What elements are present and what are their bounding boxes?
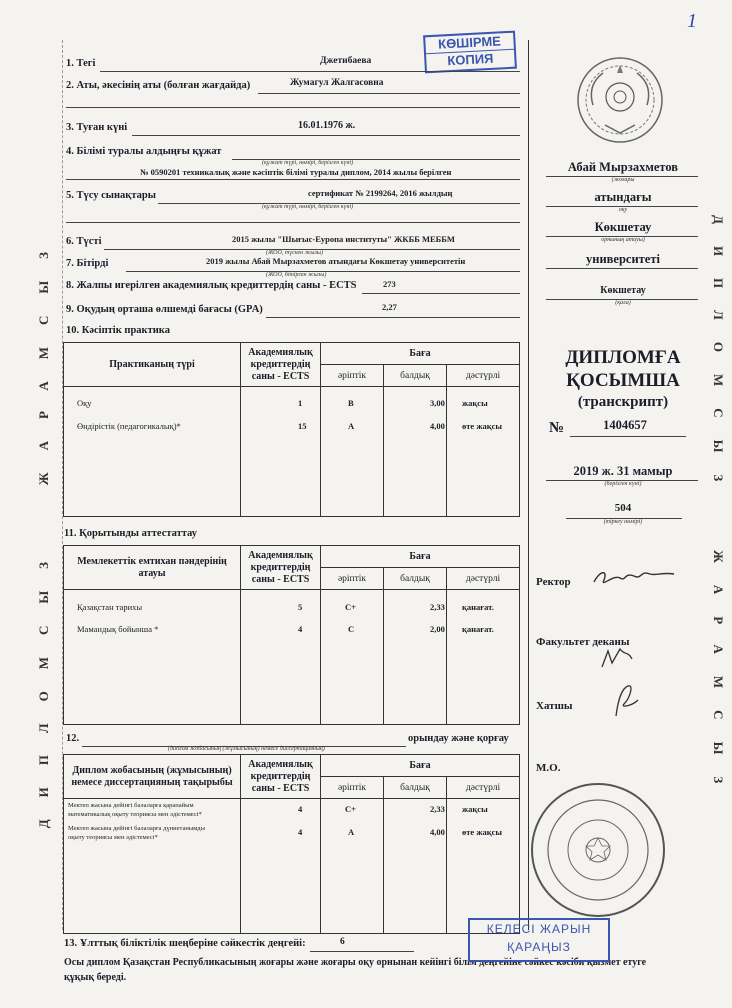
practice-col-traditional: дәстүрлі bbox=[447, 365, 520, 387]
thesis-row-2-letter: A bbox=[348, 827, 355, 837]
attestation-col-letter: әріптік bbox=[321, 568, 384, 590]
thesis-row-2-name-a: Мектеп жасына дейінгі балаларға дүниетанымды bbox=[68, 825, 205, 832]
field-prev-doc-note: (құжат түрі, нөмірі, берілген күні) bbox=[262, 160, 354, 166]
field-nqf-value: 6 bbox=[340, 937, 345, 947]
attestation-row-2-name: Мамандық бойынша * bbox=[77, 624, 159, 634]
field-graduated-note: (ЖОО, бітірген жылы) bbox=[266, 272, 327, 278]
field-name-value: Жумагул Жалгасовна bbox=[290, 78, 384, 88]
thesis-col-topic: Диплом жобасының (жұмысының) немесе диссертацияның тақырыбы bbox=[64, 755, 241, 799]
thesis-row-1-name-b: математикалық оқыту теориясы мен әдістемесі* bbox=[68, 811, 202, 818]
see-next-page-line1: КЕЛЕСІ ЖАРЫН bbox=[486, 922, 592, 936]
copy-stamp-line2: КОПИЯ bbox=[426, 49, 515, 71]
see-next-page-stamp bbox=[468, 918, 610, 962]
practice-row-1-name: Оқу bbox=[77, 398, 92, 408]
registration-note: (тіркеу нөмірі) bbox=[603, 519, 643, 525]
field-name-label: 2. Аты, әкесінің аты (болған жағдайда) bbox=[66, 80, 251, 91]
practice-row-1-credits: 1 bbox=[298, 398, 303, 408]
field-entered-value: 2015 жылы "Шығыс-Еуропа институты" ЖКББ МЕББМ bbox=[232, 234, 455, 244]
attestation-table bbox=[63, 545, 520, 725]
field-nqf-label: 13. Ұлттық біліктілік шеңберіне сәйкестік деңгейі: bbox=[64, 938, 306, 949]
section-thesis-label: 12. bbox=[66, 733, 80, 744]
field-surname-value: Джетибаева bbox=[320, 56, 372, 66]
secretary-signature bbox=[608, 680, 644, 720]
practice-row-2-score: 4,00 bbox=[430, 421, 445, 431]
field-entrance-value: сертификат № 2199264, 2016 жылдың bbox=[308, 188, 453, 198]
see-next-page-line2: ҚАРАҢЫЗ bbox=[507, 940, 571, 954]
attestation-row-2-trad: қанағат. bbox=[462, 624, 494, 634]
field-birthdate-label: 3. Туған күні bbox=[66, 122, 128, 133]
thesis-row-2-credits: 4 bbox=[298, 827, 303, 837]
attestation-row-2-score: 2,00 bbox=[430, 624, 445, 634]
title-transcript: (транскрипт) bbox=[577, 394, 669, 410]
issue-date: 2019 ж. 31 мамыр bbox=[573, 464, 673, 478]
practice-col-numeric: балдық bbox=[384, 365, 447, 387]
practice-col-credits: Академиялық кредиттердің саны - ECTS bbox=[241, 343, 321, 387]
thesis-row-1-name-a: Мектеп жасына дейінгі балаларға қарапайым bbox=[68, 802, 194, 809]
thesis-col-traditional: дәстүрлі bbox=[447, 777, 520, 799]
attestation-row-2-credits: 4 bbox=[298, 624, 303, 634]
field-surname-label: 1. Тегі bbox=[66, 58, 96, 69]
practice-row-1-trad: жақсы bbox=[462, 398, 488, 408]
vertical-text-right-bottom: ЖАРАМСЫЗ bbox=[711, 550, 726, 806]
dean-label: Факультет деканы bbox=[536, 636, 630, 648]
attestation-col-numeric: балдық bbox=[384, 568, 447, 590]
issue-date-note: (берілген күні) bbox=[604, 481, 642, 487]
field-ects-label: 8. Жалпы игерілген академиялық кредиттердің саны - ECTS bbox=[66, 280, 357, 291]
thesis-row-1-credits: 4 bbox=[298, 804, 303, 814]
copy-stamp bbox=[423, 31, 517, 74]
practice-col-letter: әріптік bbox=[321, 365, 384, 387]
thesis-col-letter: әріптік bbox=[321, 777, 384, 799]
section-thesis-note: (диплом жобасының (жұмысының) немесе диссертацияның) bbox=[168, 746, 325, 752]
thesis-col-numeric: балдық bbox=[384, 777, 447, 799]
vertical-text-right-top: ДИПЛОМСЫЗ bbox=[711, 215, 726, 504]
number-prefix: № bbox=[549, 420, 565, 436]
practice-row-1-letter: B bbox=[348, 398, 354, 408]
section-practice-label: 10. Кәсіптік практика bbox=[66, 325, 170, 336]
field-entrance-label: 5. Түсу сынақтары bbox=[66, 190, 156, 201]
coat-of-arms-emblem bbox=[575, 55, 665, 145]
thesis-row-2-name-b: оқыту теориясы мен әдістемесі* bbox=[68, 834, 158, 841]
attestation-row-1-credits: 5 bbox=[298, 602, 303, 612]
vertical-text-left-top: ЖАРАМСЫЗ bbox=[36, 230, 51, 486]
thesis-col-credits: Академиялық кредиттердің саны - ECTS bbox=[241, 755, 321, 799]
practice-row-1-score: 3,00 bbox=[430, 398, 445, 408]
section-attestation-label: 11. Қорытынды аттестаттау bbox=[64, 528, 198, 539]
vertical-text-left-bottom: ДИПЛОМСЫЗ bbox=[36, 540, 51, 829]
title-diploma-supplement-1: ДИПЛОМҒА bbox=[565, 347, 681, 368]
attestation-col-traditional: дәстүрлі bbox=[447, 568, 520, 590]
dean-signature bbox=[598, 645, 638, 671]
practice-row-2-credits: 15 bbox=[298, 421, 307, 431]
thesis-col-grade: Баға bbox=[321, 755, 520, 777]
field-entered-note: (ЖОО, түскен жылы) bbox=[266, 250, 323, 256]
attestation-row-1-score: 2,33 bbox=[430, 602, 445, 612]
attestation-row-1-letter: C+ bbox=[345, 602, 356, 612]
attestation-col-credits: Академиялық кредиттердің саны - ECTS bbox=[241, 546, 321, 590]
practice-col-type: Практиканың түрі bbox=[64, 343, 241, 387]
field-gpa-label: 9. Оқудың орташа өлшемді бағасы (GPA) bbox=[66, 304, 263, 315]
page-number: 1 bbox=[687, 10, 697, 32]
university-line-1: Абай Мырзахметов bbox=[567, 160, 679, 174]
practice-row-2-trad: өте жақсы bbox=[462, 421, 503, 431]
field-entrance-note: (құжат түрі, нөмірі, берілген күні) bbox=[262, 204, 354, 210]
city-note: (қала) bbox=[615, 300, 631, 306]
rector-signature bbox=[590, 562, 680, 592]
thesis-table bbox=[63, 754, 520, 934]
attestation-col-grade: Баға bbox=[321, 546, 520, 568]
diploma-number: 1404657 bbox=[603, 418, 647, 432]
attestation-row-1-trad: қанағат. bbox=[462, 602, 494, 612]
practice-row-2-name: Өндірістік (педагогикалық)* bbox=[77, 421, 181, 431]
final-statement-line1: Осы диплом Қазақстан Республикасының жоғары және жоғары оқу орнынан кейінгі білім деңгейіне сәйкес кәсіби қызмет етуге bbox=[64, 957, 647, 968]
city-value: Көкшетау bbox=[600, 285, 646, 296]
university-line-4: университеті bbox=[586, 252, 660, 266]
thesis-row-2-trad: өте жақсы bbox=[462, 827, 503, 837]
field-graduated-label: 7. Бітірді bbox=[66, 258, 109, 269]
practice-col-grade: Баға bbox=[321, 343, 520, 365]
thesis-row-2-score: 4,00 bbox=[430, 827, 445, 837]
rector-label: Ректор bbox=[536, 576, 571, 588]
registration-number: 504 bbox=[614, 502, 632, 514]
title-diploma-supplement-2: ҚОСЫМША bbox=[566, 370, 680, 391]
official-seal bbox=[528, 780, 668, 920]
university-line-2: атындағы bbox=[594, 190, 652, 204]
thesis-row-1-letter: C+ bbox=[345, 804, 356, 814]
field-birthdate-value: 16.01.1976 ж. bbox=[298, 120, 356, 131]
field-entered-label: 6. Түсті bbox=[66, 236, 102, 247]
university-line-3: Көкшетау bbox=[594, 220, 652, 234]
attestation-row-1-name: Қазақстан тарихы bbox=[77, 602, 143, 612]
seal-place-label: М.О. bbox=[536, 762, 561, 774]
university-note-2: оқу bbox=[618, 207, 628, 213]
attestation-row-2-letter: C bbox=[348, 624, 355, 634]
field-ects-value: 273 bbox=[383, 279, 396, 289]
field-prev-doc-label: 4. Білімі туралы алдыңғы құжат bbox=[66, 146, 222, 157]
copy-stamp-line1: КӨШІРМЕ bbox=[437, 33, 502, 52]
university-note-3: орнының атауы) bbox=[601, 237, 645, 243]
attestation-col-subject: Мемлекеттік емтихан пәндерінің атауы bbox=[64, 546, 241, 590]
thesis-row-1-trad: жақсы bbox=[462, 804, 488, 814]
field-prev-doc-value: № 0590201 техникалық және кәсіптік білімі туралы диплом, 2014 жылы берілген bbox=[140, 167, 452, 177]
university-note-1: (жоғары bbox=[611, 177, 635, 183]
field-gpa-value: 2,27 bbox=[382, 302, 397, 312]
field-graduated-value: 2019 жылы Абай Мырзахметов атындағы Көкшетау университетін bbox=[206, 256, 466, 266]
section-thesis-tail: орындау және қорғау bbox=[408, 733, 509, 744]
thesis-row-1-score: 2,33 bbox=[430, 804, 445, 814]
practice-row-2-letter: A bbox=[348, 421, 355, 431]
secretary-label: Хатшы bbox=[536, 700, 573, 712]
final-statement-line2: құқық береді. bbox=[64, 972, 127, 983]
